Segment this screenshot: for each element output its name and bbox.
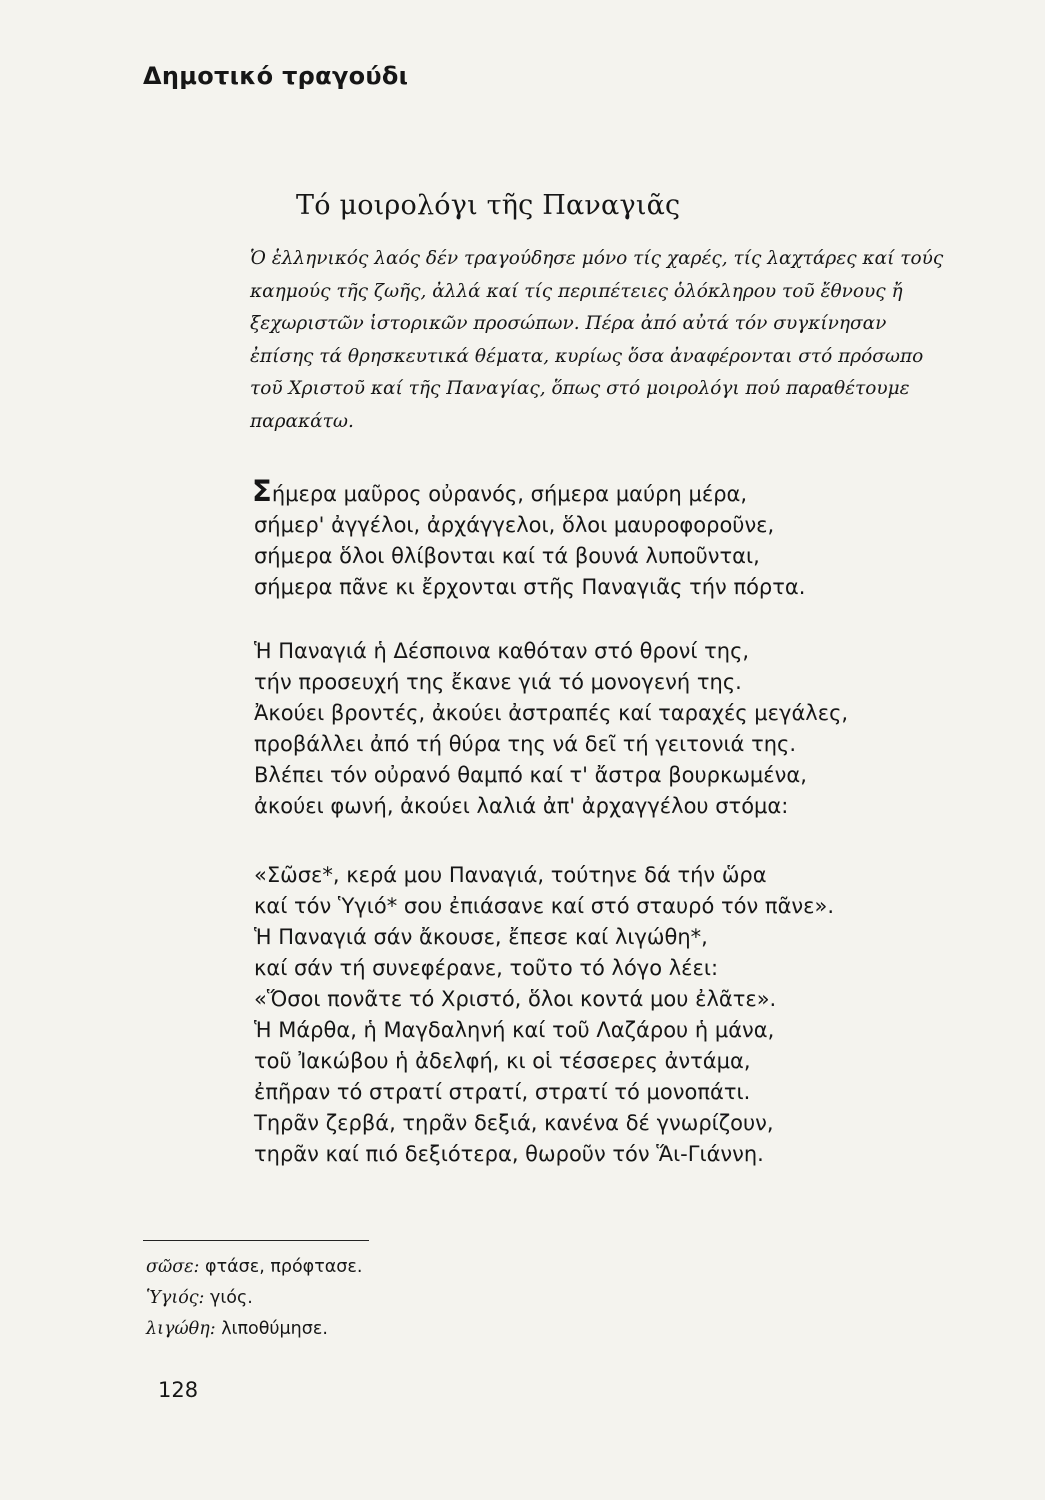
- intro-line: ἐπίσης τά θρησκευτικά θέματα, κυρίως ὅσα ἀναφέρονται στό πρόσωπο: [250, 345, 924, 367]
- intro-line: καημούς τῆς ζωῆς, ἀλλά καί τίς περιπέτειες ὁλόκληρου τοῦ ἔθνους ἤ: [250, 280, 903, 302]
- footnote-divider: [143, 1240, 369, 1241]
- intro-line: τοῦ Χριστοῦ καί τῆς Παναγίας, ὅπως στό μοιρολόγι πού παραθέτουμε: [250, 378, 910, 399]
- footnote: [146, 1252, 362, 1283]
- poem-line: [254, 476, 805, 510]
- drop-cap: Σ: [252, 474, 272, 508]
- footnote-definition: φτάσε, πρόφτασε.: [205, 1257, 363, 1277]
- section-label: Δημοτικό τραγούδι: [143, 62, 409, 90]
- footnotes: [146, 1252, 362, 1345]
- footnote-term: λιγώθη:: [146, 1319, 216, 1339]
- poem-line: Ἡ Παναγιά σάν ἄκουσε, ἔπεσε καί λιγώθη*,: [254, 925, 708, 949]
- footnote-term: Ὑγιός:: [146, 1288, 205, 1308]
- poem-line: ἀκούει φωνή, ἀκούει λαλιά ἀπ' ἀρχαγγέλου στόμα:: [254, 794, 789, 818]
- poem-line: Ἡ Μάρθα, ἡ Μαγδαληνή καί τοῦ Λαζάρου ἡ μάνα,: [254, 1018, 775, 1042]
- poem-line: τήν προσευχή της ἔκανε γιά τό μονογενή της.: [254, 670, 742, 694]
- poem-line: τηρᾶν καί πιό δεξιότερα, θωροῦν τόν Ἅι-Γιάννη.: [254, 1142, 764, 1166]
- poem-line: «Σῶσε*, κερά μου Παναγιά, τούτηνε δά τήν ὥρα: [254, 863, 767, 887]
- poem-line: ἐπῆραν τό στρατί στρατί, στρατί τό μονοπάτι.: [254, 1080, 751, 1104]
- poem-stanza-3: [254, 860, 834, 1170]
- poem-line: προβάλλει ἀπό τή θύρα της νά δεῖ τή γειτονιά της.: [254, 732, 797, 756]
- poem-line: Τηρᾶν ζερβά, τηρᾶν δεξιά, κανένα δέ γνωρίζουν,: [254, 1111, 774, 1135]
- footnote: [146, 1283, 362, 1314]
- poem-line: Βλέπει τόν οὐρανό θαμπό καί τ' ἄστρα βουρκωμένα,: [254, 763, 807, 787]
- poem-line: σήμερα ὅλοι θλίβονται καί τά βουνά λυποῦνται,: [254, 544, 760, 568]
- poem-line: σήμερα πᾶνε κι ἔρχονται στῆς Παναγιᾶς τήν πόρτα.: [254, 575, 806, 599]
- poem-line: «Ὅσοι πονᾶτε τό Χριστό, ὅλοι κοντά μου ἐλᾶτε».: [254, 987, 777, 1011]
- page-number: 128: [158, 1378, 199, 1402]
- poem-line: Ἀκούει βροντές, ἀκούει ἀστραπές καί ταραχές μεγάλες,: [254, 701, 849, 725]
- footnote: [146, 1314, 362, 1345]
- poem-line: Ἡ Παναγιά ἡ Δέσποινα καθόταν στό θρονί της,: [254, 639, 750, 663]
- poem-line: καί τόν Ὑγιό* σου ἐπιάσανε καί στό σταυρό τόν πᾶνε».: [254, 894, 835, 918]
- intro-paragraph: [250, 243, 990, 438]
- poem-line: καί σάν τή συνεφέρανε, τοῦτο τό λόγο λέει:: [254, 956, 719, 980]
- poem-line: τοῦ Ἰακώβου ἡ ἀδελφή, κι οἱ τέσσερες ἀντάμα,: [254, 1049, 751, 1073]
- poem-stanza-2: [254, 636, 848, 822]
- footnote-definition: λιποθύμησε.: [221, 1319, 328, 1339]
- poem-line: σήμερ' ἀγγέλοι, ἀρχάγγελοι, ὅλοι μαυροφοροῦνε,: [254, 513, 775, 537]
- footnote-definition: γιός.: [210, 1288, 253, 1308]
- footnote-term: σῶσε:: [146, 1257, 200, 1277]
- intro-line: παρακάτω.: [250, 410, 354, 432]
- poem-stanza-1: [254, 476, 805, 603]
- poem-line-text: ήμερα μαῦρος οὐρανός, σήμερα μαύρη μέρα,: [271, 482, 748, 506]
- intro-line: ξεχωριστῶν ἱστορικῶν προσώπων. Πέρα ἀπό αὐτά τόν συγκίνησαν: [250, 313, 887, 334]
- poem-title: Τό μοιρολόγι τῆς Παναγιᾶς: [296, 190, 681, 221]
- intro-line: Ὁ ἑλληνικός λαός δέν τραγούδησε μόνο τίς χαρές, τίς λαχτάρες καί τούς: [250, 248, 944, 269]
